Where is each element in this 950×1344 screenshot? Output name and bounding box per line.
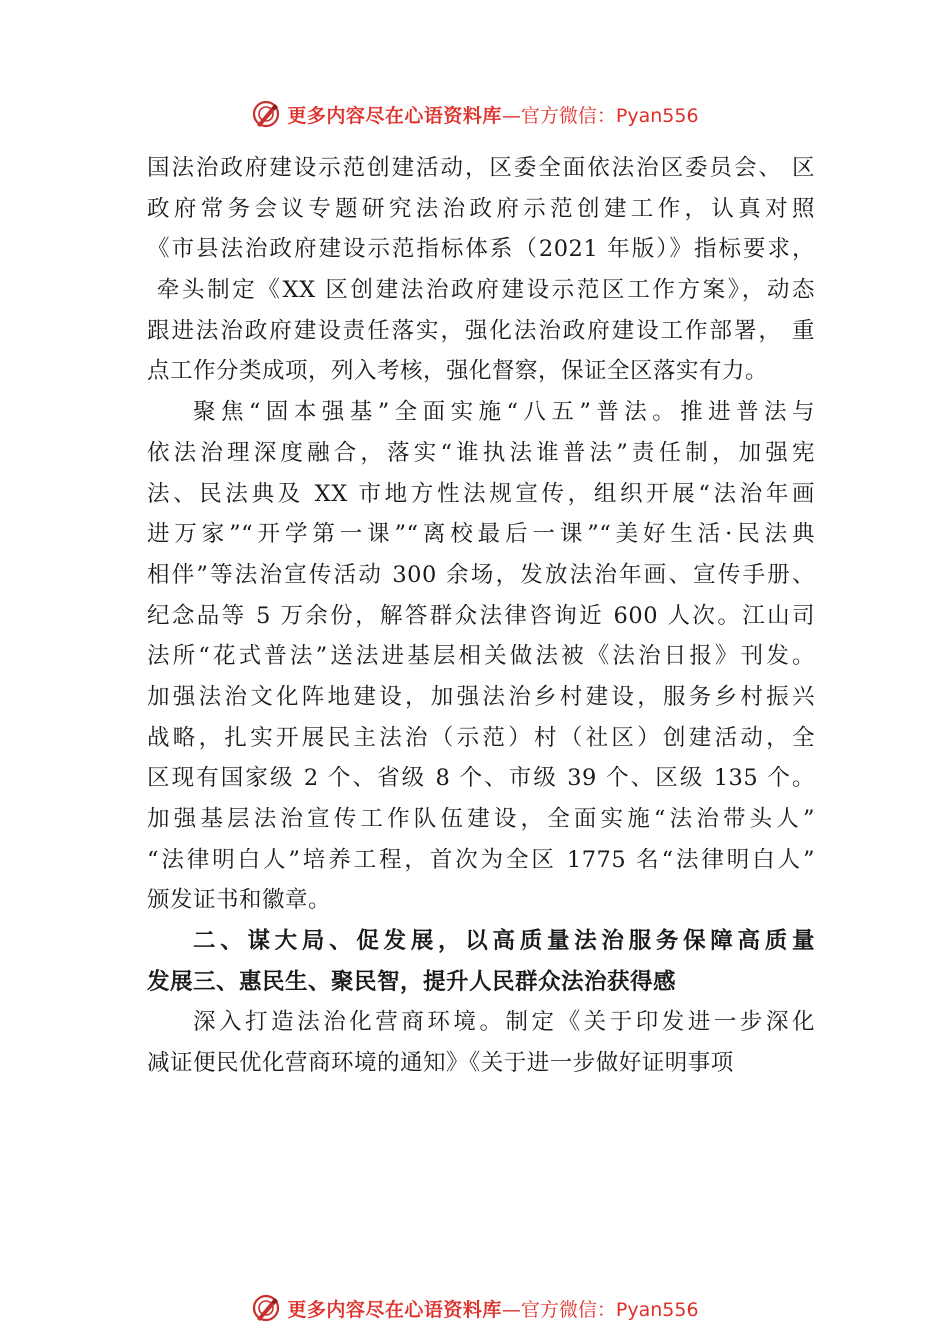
pen-logo-icon bbox=[251, 1293, 281, 1323]
text-line: 进万家”“开学第一课”“离校最后一课”“美好生活·民法典 bbox=[147, 521, 815, 548]
text-line: 减证便民优化营商环境的通知》《关于进一步做好证明事项 bbox=[147, 1050, 734, 1077]
header-brand: 更多内容尽在心语资料库 bbox=[287, 104, 502, 127]
text-line: 法所“花式普法”送法进基层相关做法被《法治日报》刊发。 bbox=[147, 643, 815, 670]
pen-logo-icon bbox=[251, 99, 281, 129]
text-line: 政府常务会议专题研究法治政府示范创建工作，认真对照 bbox=[147, 195, 815, 222]
text-line: 相伴”等法治宣传活动 300 余场，发放法治年画、宣传手册、 bbox=[147, 561, 815, 588]
text-line: 国法治政府建设示范创建活动，区委全面依法治区委员会、 区 bbox=[147, 155, 815, 181]
text-line: 区现有国家级 2 个、省级 8 个、市级 39 个、区级 135 个。 bbox=[147, 765, 815, 792]
header-contact: —官方微信：Pyan556 bbox=[501, 104, 699, 127]
section-heading: 二、谋大局、促发展，以高质量法治服务保障高质量 bbox=[193, 928, 815, 955]
document-body bbox=[147, 148, 815, 1084]
text-line: 牵头制定《XX 区创建法治政府建设示范区工作方案》，动态 bbox=[147, 277, 815, 304]
text-line: 法、民法典及 XX 市地方性法规宣传，组织开展“法治年画 bbox=[147, 480, 815, 507]
text-line: 《市县法治政府建设示范指标体系（2021 年版）》指标要求， bbox=[147, 236, 815, 263]
section-heading: 发展三、惠民生、聚民智，提升人民群众法治获得感 bbox=[147, 968, 677, 995]
text-line: 战略，扎实开展民主法治（示范）村（社区）创建活动，全 bbox=[147, 724, 815, 751]
text-line: 颁发证书和徽章。 bbox=[147, 887, 332, 914]
text-line: 纪念品等 5 万余份，解答群众法律咨询近 600 人次。江山司 bbox=[147, 602, 815, 629]
header-banner bbox=[0, 94, 950, 134]
text-line: 加强法治文化阵地建设，加强法治乡村建设，服务乡村振兴 bbox=[147, 683, 815, 710]
text-line: 加强基层法治宣传工作队伍建设，全面实施“法治带头人” bbox=[147, 806, 815, 832]
text-line: “法律明白人”培养工程，首次为全区 1775 名“法律明白人” bbox=[147, 846, 815, 873]
text-line: 依法治理深度融合，落实“谁执法谁普法”责任制，加强宪 bbox=[147, 439, 815, 466]
footer-brand: 更多内容尽在心语资料库 bbox=[287, 1298, 502, 1321]
footer-contact: —官方微信：Pyan556 bbox=[501, 1298, 699, 1321]
text-line: 点工作分类成项，列入考核，强化督察，保证全区落实有力。 bbox=[147, 358, 769, 385]
text-line: 深入打造法治化营商环境。制定《关于印发进一步深化 bbox=[193, 1009, 815, 1036]
text-line: 聚焦“固本强基”全面实施“八五”普法。推进普法与 bbox=[193, 399, 815, 426]
footer-banner bbox=[0, 1288, 950, 1328]
text-line: 跟进法治政府建设责任落实，强化法治政府建设工作部署， 重 bbox=[147, 317, 815, 344]
